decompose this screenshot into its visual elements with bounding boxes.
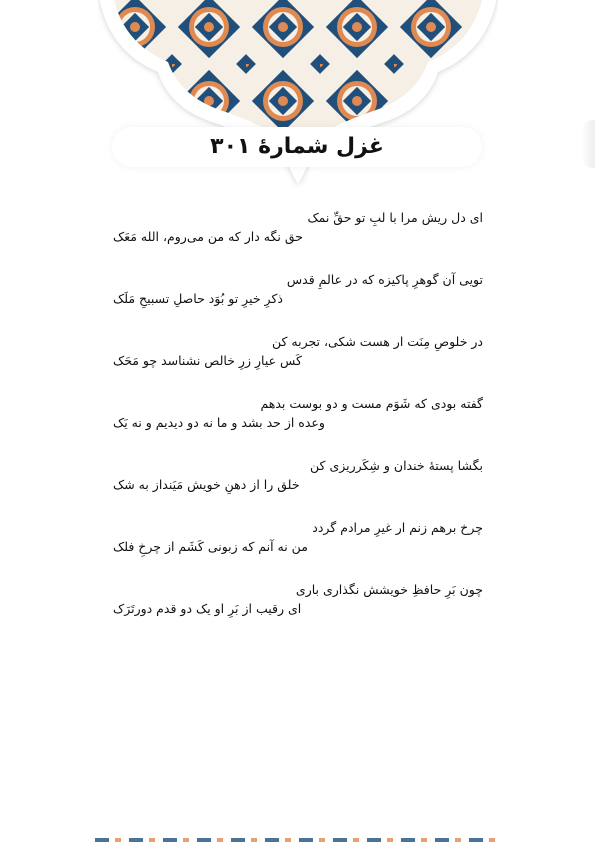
couplet-second-line: حق نگه دار که من می‌روم، الله مَعَک	[113, 229, 303, 244]
couplet	[113, 456, 483, 494]
couplet-first-line: ای دل ریش مرا با لبِ تو حقِّ نمک	[307, 210, 483, 225]
couplet-second-line: وعده از حد بشد و ما نه دو دیدیم و نه یَک	[113, 415, 325, 430]
couplet	[113, 394, 483, 432]
side-ornament	[581, 120, 595, 168]
couplet	[113, 270, 483, 308]
couplet-first-line: در خلوصِ مِنَت ار هست شکی، تجربه کن	[271, 334, 483, 349]
couplet-second-line: ذکرِ خیرِ تو بُوَد حاصلِ تسبیحِ مَلَک	[113, 291, 283, 306]
couplet-second-line: ای رقیب از بَرِ او یک دو قدم دورتَرَک	[113, 601, 302, 616]
page-title: غزل شمارهٔ ۳۰۱	[210, 134, 384, 159]
title-band	[112, 127, 482, 167]
couplet-first-line: تویی آن گوهرِ پاکیزه که در عالمِ قدس	[286, 272, 483, 287]
couplet	[113, 518, 483, 556]
couplet	[113, 332, 483, 370]
footer-ornament	[95, 838, 500, 842]
couplet-first-line: چون بَرِ حافظِ خویشش نگذاری باری	[295, 582, 483, 597]
couplet-first-line: گفته بودی که شَوَم مست و دو بوست بدهم	[260, 396, 483, 411]
couplet-second-line: کَس عیارِ زرِ خالص نشناسد چو مَحَک	[113, 353, 302, 368]
poem	[113, 208, 483, 642]
couplet	[113, 580, 483, 618]
couplet-second-line: خلق را از دهنِ خویش مَیَنداز به شک	[113, 477, 300, 492]
couplet-first-line: چرخ برهم زنم ار غیرِ مرادم گردد	[312, 520, 483, 535]
couplet	[113, 208, 483, 246]
couplet-first-line: بگشا پستهٔ خندان و شِکَرریزی کن	[310, 458, 483, 473]
couplet-second-line: من نه آنم که زبونی کَشَم از چرخِ فلک	[113, 539, 308, 554]
